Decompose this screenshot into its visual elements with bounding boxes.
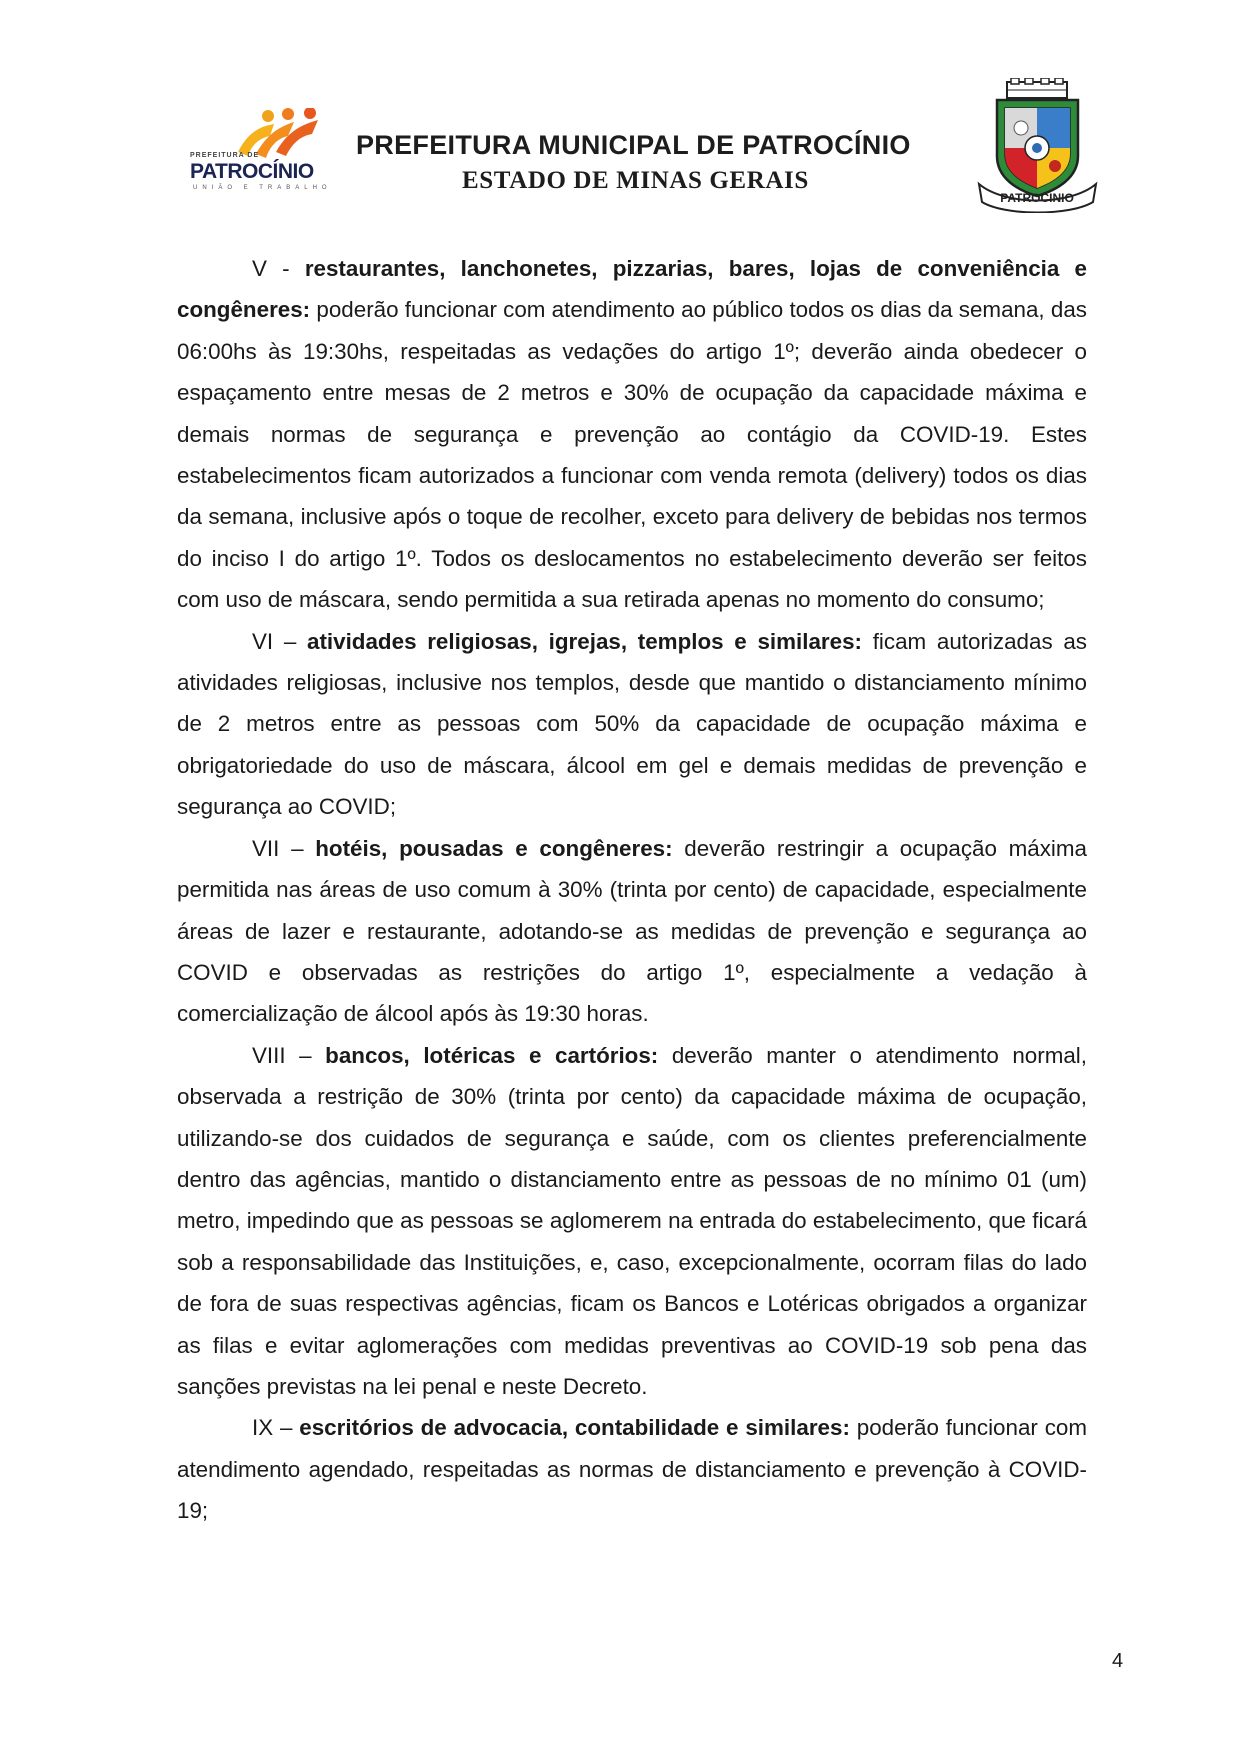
item-text: deverão manter o atendimento normal, observada a restrição de 30% (trinta por cento) da capacidade máxima de ocupação, utilizando-se dos cuidados de segurança e saúde, com os clientes preferencialmente dentro das agências, mantido o distanciamento entre as pessoas de no mínimo 01 (um) metro, impedindo que as pessoas se aglomerem na entrada do estabelecimento, que ficará sob a responsabilidade das Instituições, e, caso, excepcionalmente, ocorram filas do lado de fora de suas respectivas agências, ficam os Bancos e Lotéricas obrigados a organizar as filas e evitar aglomerações com medidas preventivas ao COVID-19 sob pena das sanções previstas na lei penal e neste Decreto. [177,1042,1088,1399]
item-heading: escritórios de advocacia, contabilidade e similares: [299,1415,850,1441]
page-number: 4 [1112,1650,1124,1672]
item-text: poderão funcionar com atendimento ao público todos os dias da semana, das 06:00hs às 19:30hs, respeitadas as vedações do artigo 1º; deverão ainda obedecer o espaçamento entre mesas de 2 metros e 30% de ocupação da capacidade máxima e demais normas de segurança e prevenção ao contágio da COVID-19. Estes estabelecimentos ficam autorizados a funcionar com venda remota (delivery) todos os dias da semana, inclusive após o toque de recolher, exceto para delivery de bebidas nos termos do inciso I do artigo 1º. Todos os deslocamentos no estabelecimento deverão ser feitos com uso de máscara, sendo permitida a sua retirada apenas no momento do consumo; [177,297,1087,613]
logo-small-text: PREFEITURA DE [190,152,260,159]
logo-name: PATROCÍNIO [190,160,314,183]
item-number: VI – [252,628,307,654]
item-text: poderão funcionar com atendimento agendado, respeitadas as normas de distanciamento e prevenção à COVID-19; [177,1415,1087,1524]
page-header [0,0,1241,230]
item-number: VIII – [252,1042,326,1068]
item-text: ficam autorizadas as atividades religiosas, inclusive nos templos, desde que mantido o distanciamento mínimo de 2 metros entre as pessoas com 50% da capacidade de ocupação máxima e obrigatoriedade do uso de máscara, álcool em gel e demais medidas de prevenção e segurança ao COVID; [177,628,1087,820]
item-number: V - [252,256,305,281]
paragraph-item-viii [177,1035,1087,1408]
item-heading: restaurantes, lanchonetes, pizzarias, bares, lojas de conveniência e congêneres: [177,256,1087,323]
document-body [177,248,1087,1532]
item-heading: bancos, lotéricas e cartórios: [325,1042,659,1068]
paragraph-item-vii [177,828,1087,1035]
item-heading: hotéis, pousadas e congêneres: [315,835,673,861]
paragraph-item-v [177,248,1087,621]
header-subtitle: ESTADO DE MINAS GERAIS [462,167,809,194]
header-title: PREFEITURA MUNICIPAL DE PATROCÍNIO [356,130,911,160]
coat-of-arms-icon [975,78,1100,213]
logo-tagline: UNIÃO E TRABALHO [193,185,332,191]
crest-banner-text: PATROCINIO [1000,191,1074,205]
municipality-logo [190,108,340,198]
paragraph-item-vi [177,621,1087,828]
item-text: deverão restringir a ocupação máxima permitida nas áreas de uso comum à 30% (trinta por cento) de capacidade, especialmente áreas de lazer e restaurante, adotando-se as medidas de prevenção e segurança ao COVID e observadas as restrições do artigo 1º, especialmente a vedação à comercialização de álcool após às 19:30 horas. [177,835,1087,1027]
item-number: VII – [252,835,316,861]
item-number: IX – [252,1415,300,1441]
paragraph-item-ix [177,1407,1087,1531]
item-heading: atividades religiosas, igrejas, templos e similares: [307,628,862,654]
